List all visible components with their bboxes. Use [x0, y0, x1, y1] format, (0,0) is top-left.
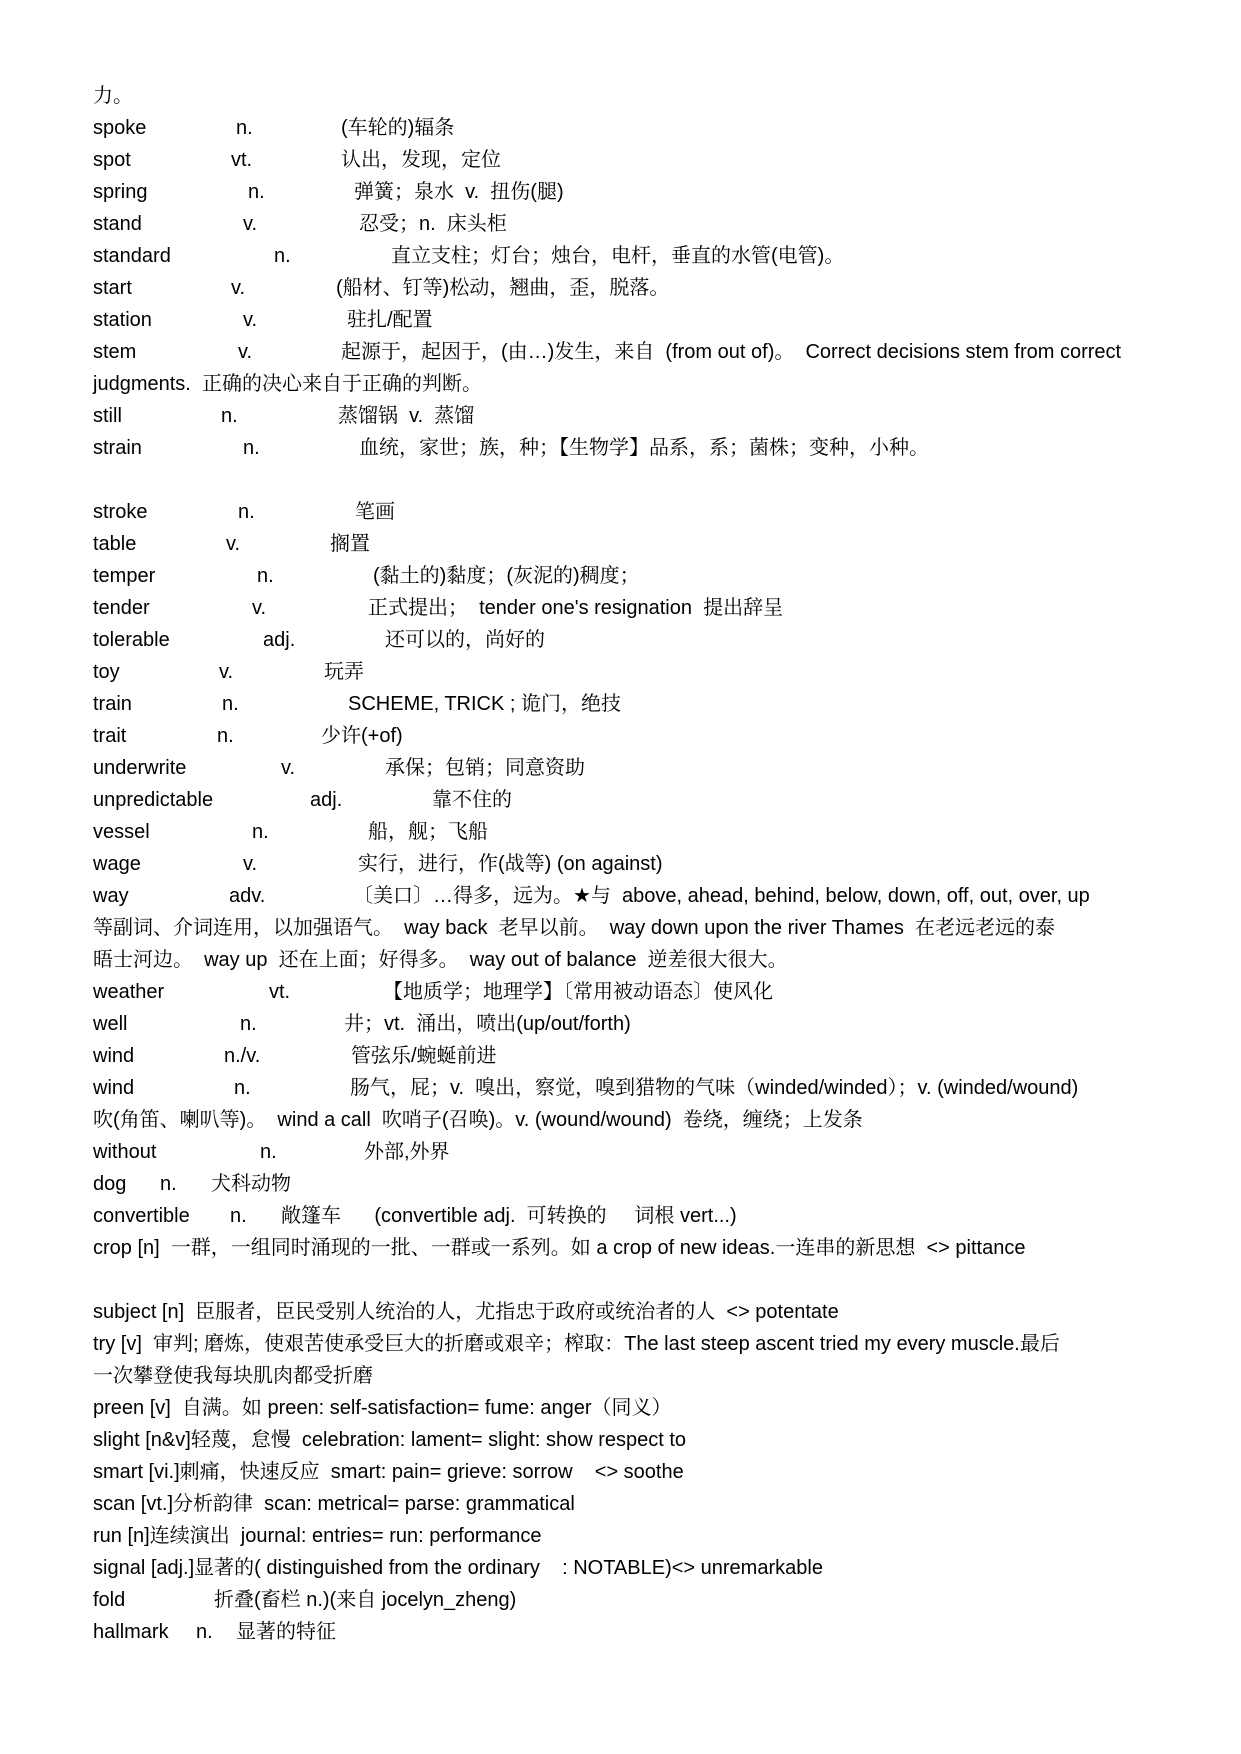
entry-definition: 外部,外界 [364, 1141, 450, 1163]
vocab-entry [93, 816, 1203, 848]
entry-pos: n. [238, 501, 255, 523]
entry-word: spot [93, 149, 131, 171]
vocab-entry [93, 208, 1203, 240]
entry-word: wage [93, 853, 141, 875]
entry-pos: n. [236, 117, 253, 139]
entry-pos: vt. [269, 981, 291, 1003]
line-text: 晤士河边。 way up 还在上面；好得多。 way out of balance 逆差很大很大。 [93, 949, 788, 971]
entry-pos: v. [243, 213, 258, 235]
entry-definition: 实行，进行，作(战等) (on against) [358, 853, 663, 875]
entry-word: still [93, 405, 122, 427]
entry-definition: 靠不住的 [432, 789, 512, 811]
entry-word: stand [93, 213, 142, 235]
vocab-entry [93, 720, 1203, 752]
vocab-entry [93, 624, 1203, 656]
entry-word: standard [93, 245, 171, 267]
entry-pos: v. [238, 341, 253, 363]
line-text: crop [n] 一群，一组同时涌现的一批、一群或一系列。如 a crop of new ideas.一连串的新思想 <> pittance [93, 1237, 1026, 1259]
vocab-entry [93, 496, 1203, 528]
entry-word: toy [93, 661, 120, 683]
entry-definition: 玩弄 [324, 661, 364, 683]
entry-definition: 正式提出； tender one's resignation 提出辞呈 [368, 597, 784, 619]
entry-word: way [93, 885, 129, 907]
entry-word: fold [93, 1589, 126, 1611]
entry-word: stem [93, 341, 137, 363]
entry-definition: 驻扎/配置 [347, 309, 433, 331]
entry-word: tender [93, 597, 150, 619]
text-line [93, 80, 1203, 112]
text-line [93, 1296, 1203, 1328]
entry-pos: n. [234, 1077, 251, 1099]
entry-word: unpredictable [93, 789, 214, 811]
vocab-entry [93, 592, 1203, 624]
entry-pos: n. [222, 693, 239, 715]
vocab-entry [93, 560, 1203, 592]
vocab-entry [93, 1040, 1203, 1072]
vocab-entry [93, 1168, 1203, 1200]
entry-word: station [93, 309, 152, 331]
line-text: signal [adj.]显著的( distinguished from the ordinary : NOTABLE)<> unremarkable [93, 1557, 823, 1579]
entry-word: without [93, 1141, 157, 1163]
vocab-entry [93, 1072, 1203, 1104]
entry-definition: SCHEME, TRICK ; 诡门，绝技 [348, 693, 621, 715]
entry-pos: adj. [263, 629, 296, 651]
entry-pos: n. [257, 565, 274, 587]
entry-word: strain [93, 437, 142, 459]
line-text: scan [vt.]分析韵律 scan: metrical= parse: grammatical [93, 1493, 575, 1515]
entry-definition: 【地质学；地理学】〔常用被动语态〕使风化 [383, 981, 773, 1003]
entry-definition: 弹簧；泉水 v. 扭伤(腿) [354, 181, 564, 203]
vocab-entry [93, 432, 1203, 464]
entry-definition: 〔美口〕…得多，远为。★与 above, ahead, behind, below, down, off, out, over, up [353, 885, 1090, 907]
entry-pos: n./v. [224, 1045, 261, 1067]
text-line [93, 1232, 1203, 1264]
entry-pos: n. [252, 821, 269, 843]
entry-pos: n. [230, 1205, 247, 1227]
line-text: 等副词、介词连用，以加强语气。 way back 老早以前。 way down upon the river Thames 在老远老远的泰 [93, 917, 1056, 939]
entry-word: convertible [93, 1205, 190, 1227]
entry-pos: vt. [231, 149, 253, 171]
entry-word: temper [93, 565, 156, 587]
vocab-entry [93, 688, 1203, 720]
text-line [93, 1520, 1203, 1552]
entry-definition: 管弦乐/蜿蜒前进 [351, 1045, 497, 1067]
vocab-entry [93, 304, 1203, 336]
entry-definition: 血统，家世；族，种；【生物学】品系，系；菌株；变种，小种。 [359, 437, 929, 459]
line-text: judgments. 正确的决心来自于正确的判断。 [93, 373, 482, 395]
entry-definition: (船材、钉等)松动，翘曲，歪，脱落。 [336, 277, 670, 299]
entry-pos: n. [221, 405, 238, 427]
text-line [93, 368, 1203, 400]
entry-word: dog [93, 1173, 127, 1195]
entry-pos: n. [196, 1621, 213, 1643]
vocab-entry [93, 1584, 1203, 1616]
vocab-entry [93, 528, 1203, 560]
vocab-entry [93, 112, 1203, 144]
entry-definition: 敞篷车 (convertible adj. 可转换的 词根 vert...) [281, 1205, 737, 1227]
vocab-entry [93, 1008, 1203, 1040]
vocab-entry [93, 752, 1203, 784]
entry-definition: 起源于，起因于，(由…)发生，来自 (from out of)。 Correct decisions stem from correct [341, 341, 1122, 363]
entry-word: hallmark [93, 1621, 169, 1643]
entry-word: vessel [93, 821, 150, 843]
entry-pos: v. [231, 277, 246, 299]
entry-pos: v. [226, 533, 241, 555]
entry-definition: 肠气，屁；v. 嗅出，察觉，嗅到猎物的气味（winded/winded）；v. (winded/wound) [350, 1077, 1079, 1099]
line-text: run [n]连续演出 journal: entries= run: performance [93, 1525, 542, 1547]
vocab-entry [93, 656, 1203, 688]
entry-definition: 船，舰；飞船 [368, 821, 488, 843]
entry-definition: 还可以的，尚好的 [385, 629, 545, 651]
vocab-entry [93, 1136, 1203, 1168]
entry-word: underwrite [93, 757, 187, 779]
line-text: 吹(角笛、喇叭等)。 wind a call 吹哨子(召唤)。v. (wound/wound) 卷绕，缠绕；上发条 [93, 1109, 863, 1131]
line-text: 力。 [93, 85, 133, 107]
vocab-entry [93, 336, 1203, 368]
vocab-entry [93, 976, 1203, 1008]
text-line [93, 1360, 1203, 1392]
entry-pos: n. [240, 1013, 257, 1035]
entry-pos: n. [243, 437, 260, 459]
entry-definition: 犬科动物 [211, 1173, 291, 1195]
vocab-entry [93, 272, 1203, 304]
entry-word: wind [93, 1045, 135, 1067]
entry-word: spoke [93, 117, 147, 139]
vocab-entry [93, 848, 1203, 880]
text-line [93, 1456, 1203, 1488]
entry-definition: 少许(+of) [321, 725, 403, 747]
entry-definition: 笔画 [355, 501, 395, 523]
entry-definition: 直立支柱；灯台；烛台，电杆，垂直的水管(电管)。 [391, 245, 845, 267]
vocab-entry [93, 880, 1203, 912]
entry-pos: n. [160, 1173, 177, 1195]
entry-word: trait [93, 725, 127, 747]
line-text: slight [n&v]轻蔑，怠慢 celebration: lament= slight: show respect to [93, 1429, 687, 1451]
entry-definition: 承保；包销；同意资助 [385, 757, 585, 779]
entry-word: wind [93, 1077, 135, 1099]
text-line [93, 1488, 1203, 1520]
entry-pos: adj. [310, 789, 343, 811]
entry-definition: 忍受；n. 床头柜 [359, 213, 507, 235]
line-text: subject [n] 臣服者，臣民受别人统治的人，尤指忠于政府或统治者的人 <> potentate [93, 1301, 839, 1323]
entry-word: well [93, 1013, 128, 1035]
text-line [93, 1104, 1203, 1136]
text-line [93, 1328, 1203, 1360]
entry-pos: v. [219, 661, 234, 683]
line-text: 一次攀登使我每块肌肉都受折磨 [93, 1365, 373, 1387]
vocab-entry [93, 400, 1203, 432]
entry-definition: 显著的特征 [236, 1621, 336, 1643]
entry-pos: n. [217, 725, 234, 747]
entry-word: tolerable [93, 629, 170, 651]
entry-definition: (车轮的)辐条 [341, 117, 455, 139]
text-line [93, 1424, 1203, 1456]
entry-pos: v. [252, 597, 267, 619]
vocab-entry [93, 144, 1203, 176]
entry-pos: n. [274, 245, 291, 267]
entry-word: stroke [93, 501, 148, 523]
vocab-entry [93, 1616, 1203, 1648]
entry-pos: v. [281, 757, 296, 779]
entry-pos: n. [260, 1141, 277, 1163]
entry-definition: 搁置 [330, 533, 370, 555]
entry-pos: n. [248, 181, 265, 203]
entry-word: table [93, 533, 137, 555]
vocab-entry [93, 176, 1203, 208]
text-line [93, 944, 1203, 976]
entry-definition: 折叠(畜栏 n.)(来自 jocelyn_zheng) [214, 1589, 517, 1611]
entry-definition: 认出，发现，定位 [341, 149, 501, 171]
entry-word: weather [93, 981, 165, 1003]
vocab-entry [93, 784, 1203, 816]
text-line [93, 1392, 1203, 1424]
entry-pos: v. [243, 853, 258, 875]
vocab-entry [93, 1200, 1203, 1232]
entry-definition: 井；vt. 涌出，喷出(up/out/forth) [344, 1013, 631, 1035]
entry-definition: (黏土的)黏度；(灰泥的)稠度； [373, 565, 640, 587]
text-line [93, 912, 1203, 944]
entry-word: spring [93, 181, 148, 203]
entry-definition: 蒸馏锅 v. 蒸馏 [338, 405, 475, 427]
entry-pos: adv. [229, 885, 266, 907]
entry-pos: v. [243, 309, 258, 331]
line-text: smart [vi.]刺痛，快速反应 smart: pain= grieve: sorrow <> soothe [93, 1461, 684, 1483]
vocab-entry [93, 240, 1203, 272]
text-line [93, 1552, 1203, 1584]
entry-word: train [93, 693, 132, 715]
entry-word: start [93, 277, 132, 299]
line-text: try [v] 审判; 磨炼，使艰苦使承受巨大的折磨或艰辛；榨取：The last steep ascent tried my every muscle.最后 [93, 1333, 1060, 1355]
line-text: preen [v] 自满。如 preen: self-satisfaction= fume: anger（同义） [93, 1397, 672, 1419]
